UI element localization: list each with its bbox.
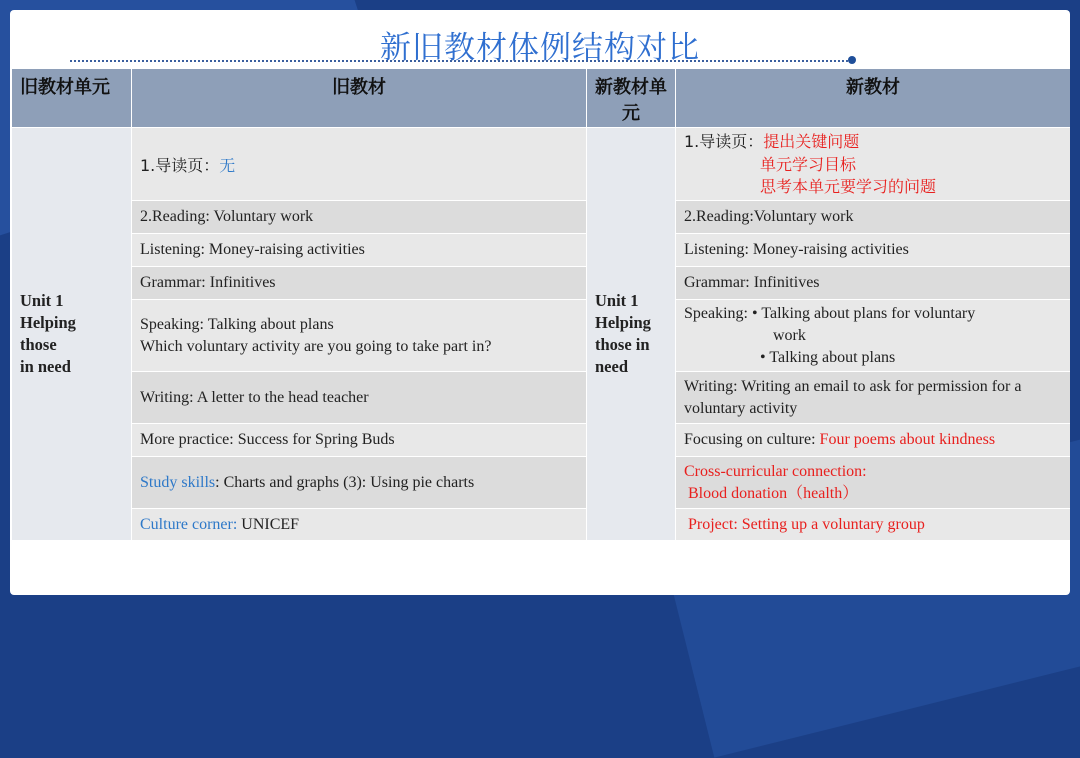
old-speaking-line: Which voluntary activity are you going to take part in? [140,337,492,355]
old-book-cell [132,457,587,509]
new-unit-line: Unit 1 [595,291,639,310]
new-book-cell [676,300,1071,372]
table-row [12,234,1071,267]
new-book-cell: 2.Reading:Voluntary work [676,201,1071,234]
old-book-cell: More practice: Success for Spring Buds [132,424,587,457]
new-speaking-bullet: • Talking about plans for voluntary [752,304,976,322]
table-row [12,509,1071,541]
new-guide-line: 提出关键问题 [763,131,860,151]
new-unit-line: Helping [595,313,651,332]
header-old-unit: 旧教材单元 [12,69,132,128]
new-book-cell: Listening: Money-raising activities [676,234,1071,267]
old-book-cell [132,300,587,372]
old-speaking-line: Speaking: Talking about plans [140,315,334,333]
new-book-cell [676,128,1071,201]
header-new-book: 新教材 [676,69,1071,128]
old-book-cell: 2.Reading: Voluntary work [132,201,587,234]
new-book-cell [676,509,1071,541]
new-culture-label: Focusing on culture: [684,431,820,448]
old-culture-corner-label: Culture corner: [140,515,238,533]
new-book-cell [676,457,1071,509]
page-title: 新旧教材体例结构对比 [380,30,700,66]
new-book-cell [676,424,1071,457]
slide [10,10,1070,595]
old-book-cell [132,128,587,201]
old-book-cell: Listening: Money-raising activities [132,234,587,267]
comparison-table [11,68,1070,541]
old-unit-cell [12,128,132,541]
new-speaking-bullet: • Talking about plans [760,348,896,366]
new-unit-line: need [595,357,628,376]
old-study-skills-text: : Charts and graphs (3): Using pie charts [215,473,475,491]
new-guide-line: 思考本单元要学习的问题 [760,176,937,196]
new-guide-label: 1.导读页： [684,131,764,151]
table-row [12,457,1071,509]
new-unit-line: those in [595,335,650,354]
header-old-book: 旧教材 [132,69,587,128]
old-guide-value: 无 [219,155,236,175]
old-book-cell: Grammar: Infinitives [132,267,587,300]
table-row [12,300,1071,372]
old-unit-line: Helping [20,313,76,332]
table-row [12,201,1071,234]
header-new-unit: 新教材单元 [587,69,676,128]
title-divider [70,60,852,62]
header-row [12,69,1071,128]
old-study-skills-label: Study skills [140,473,216,491]
table-row [12,424,1071,457]
new-book-cell: Grammar: Infinitives [676,267,1071,300]
old-unit-line: those [20,335,57,354]
old-culture-corner-text: UNICEF [237,515,300,533]
old-book-cell [132,509,587,541]
divider-dot [848,56,856,64]
old-unit-line: in need [20,357,71,376]
old-guide-label: 1.导读页： [140,155,220,175]
new-book-cell: Writing: Writing an email to ask for permission for a voluntary activity [676,372,1071,424]
new-guide-line: 单元学习目标 [760,154,857,174]
new-culture-value: Four poems about kindness [819,431,996,448]
new-cross-curricular-line: Cross-curricular connection: [684,462,867,480]
table-row [12,267,1071,300]
new-unit-cell [587,128,676,541]
old-unit-line: Unit 1 [20,291,64,310]
table-row [12,372,1071,424]
new-speaking-label: Speaking: [684,304,752,322]
new-speaking-bullet-cont: work [773,326,806,344]
new-project-text: Project: Setting up a voluntary group [684,515,925,533]
new-cross-curricular-line: Blood donation（health） [684,484,859,502]
old-book-cell: Writing: A letter to the head teacher [132,372,587,424]
table-row [12,128,1071,201]
